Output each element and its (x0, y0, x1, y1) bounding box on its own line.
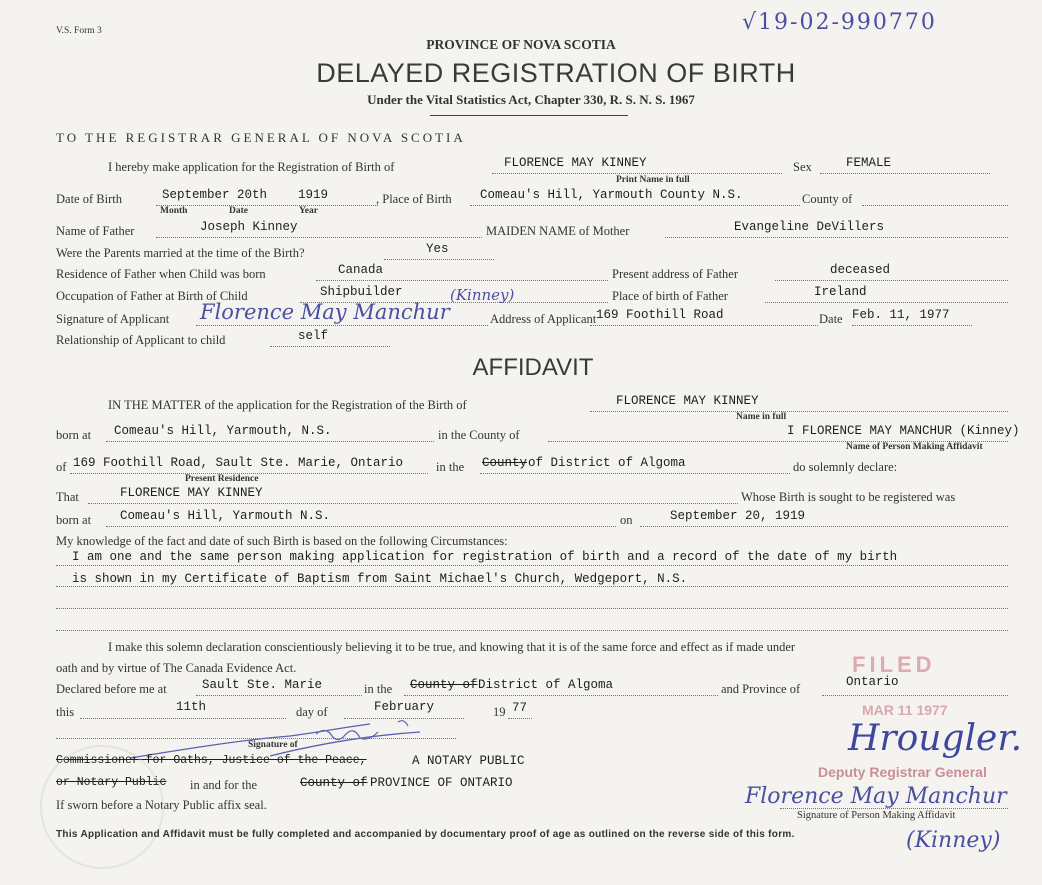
label-dob: Date of Birth (56, 192, 122, 206)
label-born-at-2: born at (56, 513, 92, 527)
label-pob-father: Place of birth of Father (612, 289, 728, 303)
registrar-signature: Hrougler. (848, 718, 1023, 759)
mother-maiden-name: Evangeline DeVillers (734, 220, 885, 234)
form-number: V.S. Form 3 (56, 26, 102, 36)
notary-seal (40, 745, 167, 869)
label-pob: , Place of Birth (376, 192, 452, 206)
label-month: Month (160, 206, 188, 216)
declaration-line-1: I make this solemn declaration conscientiously believing it to be true, and knowing that it is of the same force and effect as if made under (108, 640, 796, 654)
label-in-and-for: in and for the (190, 778, 257, 792)
label-signature-of: Signature of (248, 740, 298, 750)
father-present-address: deceased (830, 263, 891, 277)
filed-stamp: FILED (852, 652, 936, 677)
label-year: Year (299, 206, 318, 216)
struck-or-notary: or Notary Public (56, 776, 167, 789)
label-born-at: born at (56, 428, 92, 442)
label-year-19: 19 (493, 705, 506, 719)
father-residence: Canada (338, 263, 384, 277)
label-affiant-signature: Signature of Person Making Affidavit (797, 810, 956, 821)
sex-value: FEMALE (846, 156, 892, 170)
title-rule (430, 115, 628, 116)
that-name: FLORENCE MAY KINNEY (120, 486, 263, 500)
label-occupation: Occupation of Father at Birth of Child (56, 289, 248, 303)
label-res-father: Residence of Father when Child was born (56, 267, 266, 281)
parents-married: Yes (426, 242, 449, 256)
form-subtitle: Under the Vital Statistics Act, Chapter 330, R. S. N. S. 1967 (367, 92, 695, 107)
label-married: Were the Parents married at the time of the Birth? (56, 246, 305, 260)
relationship: self (298, 329, 329, 343)
declared-district: District of Algoma (478, 678, 614, 692)
born-at: Comeau's Hill, Yarmouth, N.S. (114, 424, 332, 438)
label-county: County of (802, 192, 853, 206)
label-province-of: and Province of (721, 682, 801, 696)
label-print-name: Print Name in full (616, 175, 690, 185)
label-date: Date (229, 206, 248, 216)
place-of-birth: Comeau's Hill, Yarmouth County N.S. (480, 188, 743, 202)
label-that: That (56, 490, 79, 504)
label-name-in-full: Name in full (736, 412, 787, 422)
form-title: DELAYED REGISTRATION OF BIRTH (316, 58, 796, 88)
label-in-county: in the County of (438, 428, 520, 442)
seal-instruction: If sworn before a Notary Public affix seal. (56, 798, 267, 812)
label-relationship: Relationship of Applicant to child (56, 333, 226, 347)
circumstances-line-2: is shown in my Certificate of Baptism from Saint Michael's Church, Wedgeport, N.S. (72, 572, 688, 586)
affidavit-child-name: FLORENCE MAY KINNEY (616, 394, 759, 408)
struck-commissioner: Commissioner for Oaths, Justice of the Peace, (56, 754, 367, 767)
applicant-signature-extra: (Kinney) (450, 286, 515, 304)
struck-county: County (482, 456, 528, 470)
label-sex: Sex (793, 160, 812, 174)
filed-date-stamp: MAR 11 1977 (862, 702, 948, 718)
born-at-2: Comeau's Hill, Yarmouth N.S. (120, 509, 331, 523)
applicant-child-name: FLORENCE MAY KINNEY (504, 156, 647, 170)
label-signature: Signature of Applicant (56, 312, 170, 326)
label-apply: I hereby make application for the Registration of Birth of (108, 160, 395, 174)
declaration-line-2: oath and by virtue of The Canada Evidence Act. (56, 661, 297, 675)
label-date: Date (819, 312, 843, 326)
notary-title: A NOTARY PUBLIC (412, 754, 525, 768)
label-applicant-address: Address of Applicant (490, 312, 597, 326)
province-heading: PROVINCE OF NOVA SCOTIA (426, 37, 616, 52)
dob-year: 1919 (298, 188, 329, 202)
birth-date: September 20, 1919 (670, 509, 806, 523)
label-matter: IN THE MATTER of the application for the Registration of the Birth of (108, 398, 467, 412)
applicant-signature: Florence May Manchur (200, 300, 450, 324)
footer-instruction: This Application and Affidavit must be fully completed and accompanied by documentary proof of age as outlined on the reverse side of this form. (56, 829, 795, 840)
label-this: this (56, 705, 75, 719)
affidavit-title: AFFIDAVIT (472, 354, 594, 381)
registrar-role-stamp: Deputy Registrar General (818, 764, 987, 780)
declared-province: Ontario (846, 675, 899, 689)
affiant-name: I FLORENCE MAY MANCHUR (Kinney) (787, 424, 1020, 438)
dob-month-day: September 20th (162, 188, 268, 202)
application-date: Feb. 11, 1977 (852, 308, 950, 322)
label-present-father: Present address of Father (612, 267, 739, 281)
label-maiden: MAIDEN NAME of Mother (486, 224, 630, 238)
applicant-address: 169 Foothill Road (596, 308, 724, 322)
label-in-the-2: in the (364, 682, 393, 696)
declared-at: Sault Ste. Marie (202, 678, 323, 692)
affiant-district: of District of Algoma (528, 456, 686, 470)
addressee: TO THE REGISTRAR GENERAL OF NOVA SCOTIA (56, 130, 466, 145)
label-whose-birth: Whose Birth is sought to be registered was (741, 490, 956, 504)
label-declare: do solemnly declare: (793, 460, 898, 474)
father-place-of-birth: Ireland (814, 285, 867, 299)
label-present-residence: Present Residence (185, 474, 259, 484)
label-declared-before: Declared before me at (56, 682, 167, 696)
file-number: √19-02-990770 (742, 10, 937, 35)
label-in-the: in the (436, 460, 465, 474)
struck-county-2: County of (410, 678, 478, 692)
declared-year: 77 (512, 701, 528, 715)
affiant-residence: 169 Foothill Road, Sault Ste. Marie, Ontario (73, 456, 404, 470)
father-occupation: Shipbuilder (320, 285, 403, 299)
declared-month: February (374, 700, 435, 714)
affiant-signature-extra: (Kinney) (906, 828, 1001, 853)
circumstances-line-1: I am one and the same person making application for registration of birth and a record of the date of my birth (72, 550, 898, 564)
affiant-signature: Florence May Manchur (745, 784, 1007, 809)
declared-day: 11th (176, 700, 207, 714)
label-affiant-name: Name of Person Making Affidavit (846, 442, 983, 452)
label-day-of: day of (296, 705, 328, 719)
label-of: of (56, 460, 67, 474)
label-knowledge: My knowledge of the fact and date of such Birth is based on the following Circumstances: (56, 534, 508, 548)
label-father: Name of Father (56, 224, 135, 238)
province-of-ontario: PROVINCE OF ONTARIO (370, 776, 513, 790)
struck-county-3: County of (300, 776, 368, 790)
label-on: on (620, 513, 633, 527)
father-name: Joseph Kinney (200, 220, 298, 234)
